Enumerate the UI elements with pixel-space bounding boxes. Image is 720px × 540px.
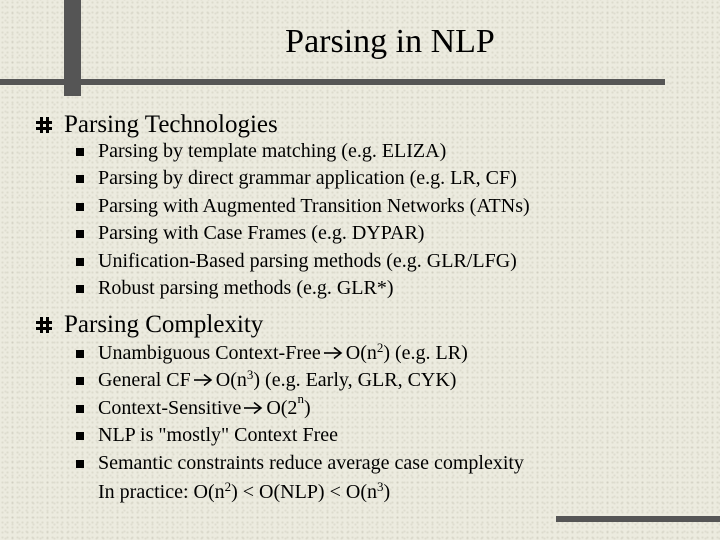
list-item: Parsing with Case Frames (e.g. DYPAR): [74, 220, 530, 247]
list-item: Context-Sensitive O(2$^n$): [74, 395, 524, 422]
list-item: General CF $O(n^3)$ (e.g. Early, GLR, CYK): [74, 367, 524, 394]
right-arrow-icon: [193, 373, 213, 387]
hash-grid-icon: [36, 117, 52, 133]
technologies-list: [74, 138, 530, 302]
list-item: NLP is "mostly" Context Free: [74, 422, 524, 449]
section-heading-label: Parsing Technologies: [64, 111, 278, 138]
square-bullet-icon: [76, 230, 84, 238]
right-arrow-icon: [243, 401, 263, 415]
section-heading-label: Parsing Complexity: [64, 311, 264, 338]
square-bullet-icon: [76, 460, 84, 468]
list-item: Unification-Based parsing methods (e.g. GLR/LFG): [74, 248, 530, 275]
section-heading-complexity: [36, 310, 263, 340]
slide-title: Parsing in NLP: [285, 23, 495, 60]
hash-grid-icon: [36, 317, 52, 333]
in-practice-line: In practice: $O(n^2) < O(NLP) < O(n^3)$: [98, 479, 391, 503]
square-bullet-icon: [76, 175, 84, 183]
decorative-title-rule: [0, 79, 665, 85]
square-bullet-icon: [76, 377, 84, 385]
square-bullet-icon: [76, 148, 84, 156]
list-item: Robust parsing methods (e.g. GLR*): [74, 275, 530, 302]
square-bullet-icon: [76, 405, 84, 413]
decorative-bottom-rule: [556, 516, 720, 522]
square-bullet-icon: [76, 203, 84, 211]
square-bullet-icon: [76, 285, 84, 293]
list-item: Parsing with Augmented Transition Networks (ATNs): [74, 193, 530, 220]
complexity-list: [74, 340, 524, 477]
square-bullet-icon: [76, 432, 84, 440]
list-item: Parsing by template matching (e.g. ELIZA): [74, 138, 530, 165]
section-heading-technologies: [36, 110, 278, 140]
list-item: Parsing by direct grammar application (e.g. LR, CF): [74, 165, 530, 192]
list-item: Semantic constraints reduce average case complexity: [74, 450, 524, 477]
right-arrow-icon: [323, 346, 343, 360]
list-item: Unambiguous Context-Free $O(n^2)$ (e.g. LR): [74, 340, 524, 367]
square-bullet-icon: [76, 350, 84, 358]
square-bullet-icon: [76, 258, 84, 266]
